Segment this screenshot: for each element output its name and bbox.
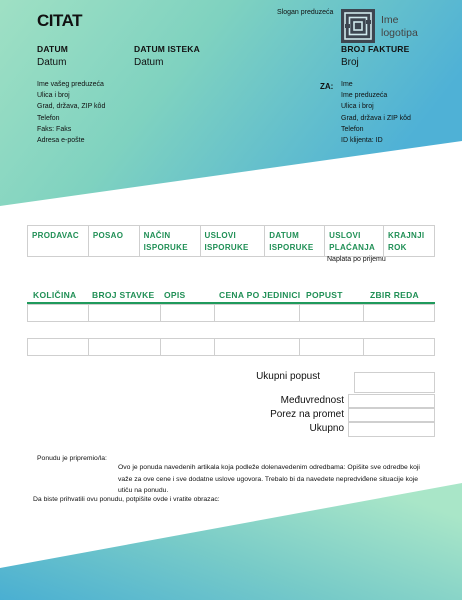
- cell-unit-price[interactable]: [214, 339, 300, 356]
- acceptance-text: Da biste prihvatili ovu ponudu, potpišite ovde i vratite obrazac:: [33, 496, 220, 503]
- recipient-city[interactable]: Grad, država i ZIP kôd: [341, 114, 411, 122]
- col-quantity: KOLIČINA: [33, 290, 77, 300]
- date-label: DATUM: [37, 44, 69, 54]
- sender-street[interactable]: Ulica i broj: [37, 92, 70, 100]
- sales-tax-box[interactable]: [348, 408, 435, 422]
- cell-discount[interactable]: [300, 305, 364, 322]
- cell-item-number[interactable]: [88, 339, 160, 356]
- recipient-street[interactable]: Ulica i broj: [341, 103, 374, 111]
- logo-icon: [341, 9, 375, 43]
- items-table-row-2: [27, 338, 435, 356]
- col-delivery-date: DATUM ISPORUKE: [265, 226, 325, 257]
- sender-email[interactable]: Adresa e-pošte: [37, 137, 85, 145]
- grand-total-label: Ukupno: [309, 423, 344, 434]
- order-info-table: [27, 225, 435, 257]
- logo-text: [381, 14, 418, 40]
- expiry-date-label: DATUM ISTEKA: [134, 44, 200, 54]
- col-due-date: KRAJNJI ROK: [384, 226, 435, 257]
- recipient-address: [341, 79, 411, 146]
- table-row: [28, 339, 435, 356]
- col-item-number: BROJ STAVKE: [92, 290, 155, 300]
- logo-text-line2: logotipa: [381, 27, 418, 39]
- sales-tax-label: Porez na promet: [270, 409, 344, 420]
- col-unit-price: CENA PO JEDINICI: [219, 290, 301, 300]
- terms-text[interactable]: [118, 462, 448, 497]
- sender-city[interactable]: Grad, država, ZIP kôd: [37, 103, 106, 111]
- recipient-label: ZA:: [320, 82, 334, 91]
- company-slogan: Slogan preduzeća: [277, 9, 334, 16]
- recipient-company[interactable]: Ime preduzeća: [341, 92, 388, 100]
- recipient-client-id[interactable]: ID klijenta: ID: [341, 137, 383, 145]
- sender-company[interactable]: Ime vašeg preduzeća: [37, 81, 104, 88]
- cell-quantity[interactable]: [28, 305, 89, 322]
- terms-line-1: Ovo je ponuda navedenih artikala koja podleže dolenavedenim odredbama: Opišite sve odredbe koji: [118, 464, 420, 471]
- date-value[interactable]: Datum: [37, 57, 67, 68]
- recipient-name[interactable]: Ime: [341, 81, 353, 88]
- col-line-total: ZBIR REDA: [370, 290, 419, 300]
- total-discount-label: Ukupni popust: [256, 371, 320, 382]
- prepared-by[interactable]: Ponudu je pripremio/la:: [37, 455, 107, 462]
- cell-description[interactable]: [160, 305, 214, 322]
- cell-line-total[interactable]: [364, 339, 435, 356]
- table-row: [28, 305, 435, 322]
- recipient-phone[interactable]: Telefon: [341, 125, 364, 133]
- total-discount-box[interactable]: [354, 372, 435, 393]
- sender-fax[interactable]: Faks: Faks: [37, 125, 72, 133]
- col-payment-terms: USLOVI PLAĆANJA: [325, 226, 384, 257]
- cell-quantity[interactable]: [28, 339, 89, 356]
- cell-description[interactable]: [160, 339, 214, 356]
- expiry-date-value[interactable]: Datum: [134, 57, 164, 68]
- cell-item-number[interactable]: [88, 305, 160, 322]
- grand-total-box[interactable]: [348, 422, 435, 437]
- sender-phone[interactable]: Telefon: [37, 114, 60, 122]
- col-job: POSAO: [88, 226, 139, 257]
- subtotal-label: Međuvrednost: [280, 395, 344, 406]
- cell-discount[interactable]: [300, 339, 364, 356]
- page-title: CITAT: [37, 11, 83, 30]
- col-shipping-terms: USLOVI ISPORUKE: [200, 226, 265, 257]
- cell-line-total[interactable]: [364, 305, 435, 322]
- logo-text-line1: Ime: [381, 14, 399, 26]
- cell-unit-price[interactable]: [214, 305, 300, 322]
- invoice-number-value[interactable]: Broj: [341, 57, 359, 68]
- col-shipping-method: NAČIN ISPORUKE: [139, 226, 200, 257]
- items-table-row-1: [27, 304, 435, 322]
- col-discount: POPUST: [306, 290, 343, 300]
- order-info-header-row: [28, 226, 435, 257]
- sender-address: [37, 79, 105, 146]
- subtotal-box[interactable]: [348, 394, 435, 408]
- invoice-number-label: BROJ FAKTURE: [341, 44, 410, 54]
- col-description: OPIS: [164, 290, 186, 300]
- col-seller: PRODAVAC: [28, 226, 89, 257]
- payment-terms-value[interactable]: Naplata po prijemu: [327, 256, 386, 263]
- terms-line-2: važe za ove cene i sve dodatne uslove ugovora. Trebalo bi da navedete nepredviđene situacije koje: [118, 475, 419, 483]
- terms-line-3: utiču na ponudu.: [118, 487, 169, 494]
